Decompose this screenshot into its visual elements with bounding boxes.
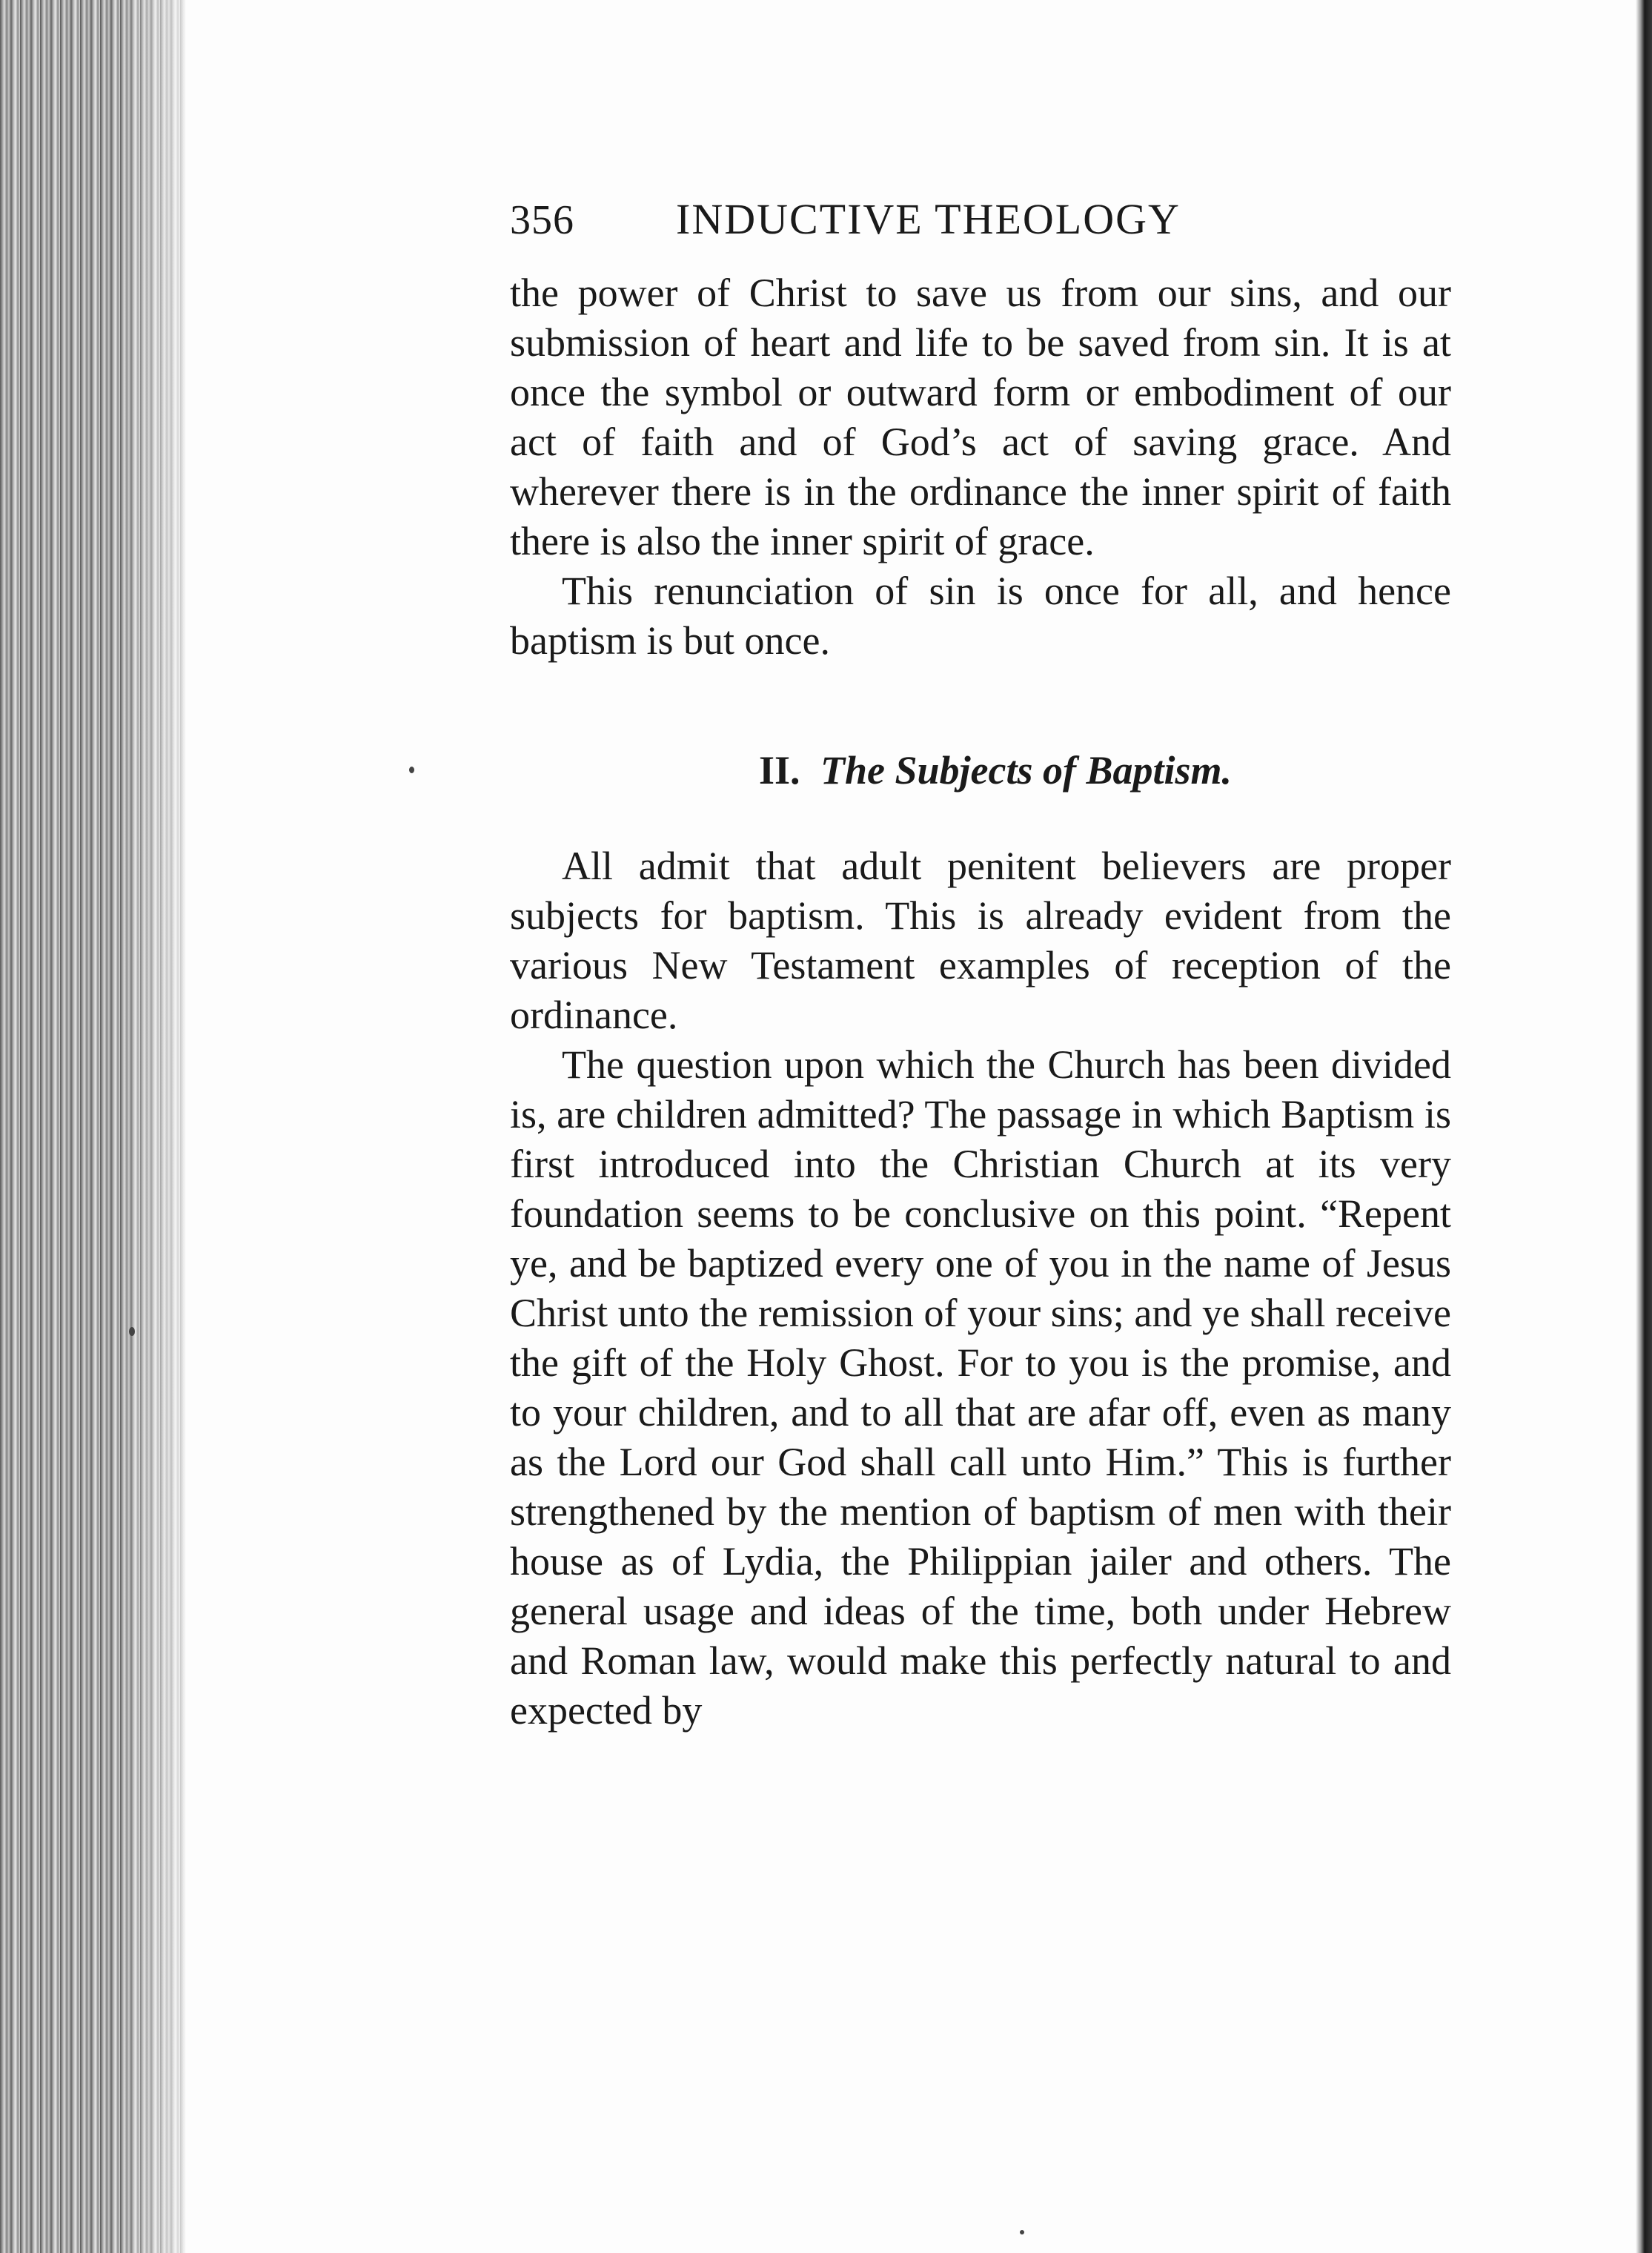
book-edge-shadow [119, 0, 208, 2253]
paragraph: The question upon which the Church has been divided is, are children admitted? The passage in which Baptism is first introduced into the Christian Church at its very foundation seems to be conclusive on this point. “Repent ye, and be baptized every one of you in the name of Jesus Christ unto the remission of your sins; and ye shall receive the gift of the Holy Ghost. For to you is the promise, and to your children, and to all that are afar off, even as many as the Lord our God shall call unto Him.” This is further strengthened by the mention of baptism of men with their house as of Lydia, the Philippian jailer and others. The general usage and ideas of the time, both under Hebrew and Roman law, would make this perfectly natural to and expected by [510, 1042, 1451, 1733]
page-text-block [510, 194, 1451, 1736]
section-heading [510, 747, 1451, 793]
paragraph: the power of Christ to save us from our sins, and our submission of heart and life to be saved from sin. It is at once the symbol or outward form or embodiment of our act of faith and of God’s act of saving grace. And wherever there is in the ordinance the inner spirit of faith there is also the inner spirit of grace. [510, 271, 1451, 563]
running-title: INDUCTIVE THEOLOGY [676, 195, 1181, 243]
paragraph: All admit that adult penitent believers are proper subjects for baptism. This is already evident from the various New Testament examples of reception of the ordinance. [510, 844, 1451, 1037]
print-speck [409, 767, 414, 773]
section-number: II. [758, 748, 800, 793]
page-gutter [1636, 0, 1652, 2253]
print-speck [129, 1327, 135, 1336]
page-number: 356 [510, 197, 574, 243]
section-title: The Subjects of Baptism. [820, 748, 1233, 793]
paragraph: This renunciation of sin is once for all, and hence baptism is but once. [510, 569, 1451, 663]
running-head [510, 194, 1451, 261]
print-speck [1020, 2230, 1024, 2234]
